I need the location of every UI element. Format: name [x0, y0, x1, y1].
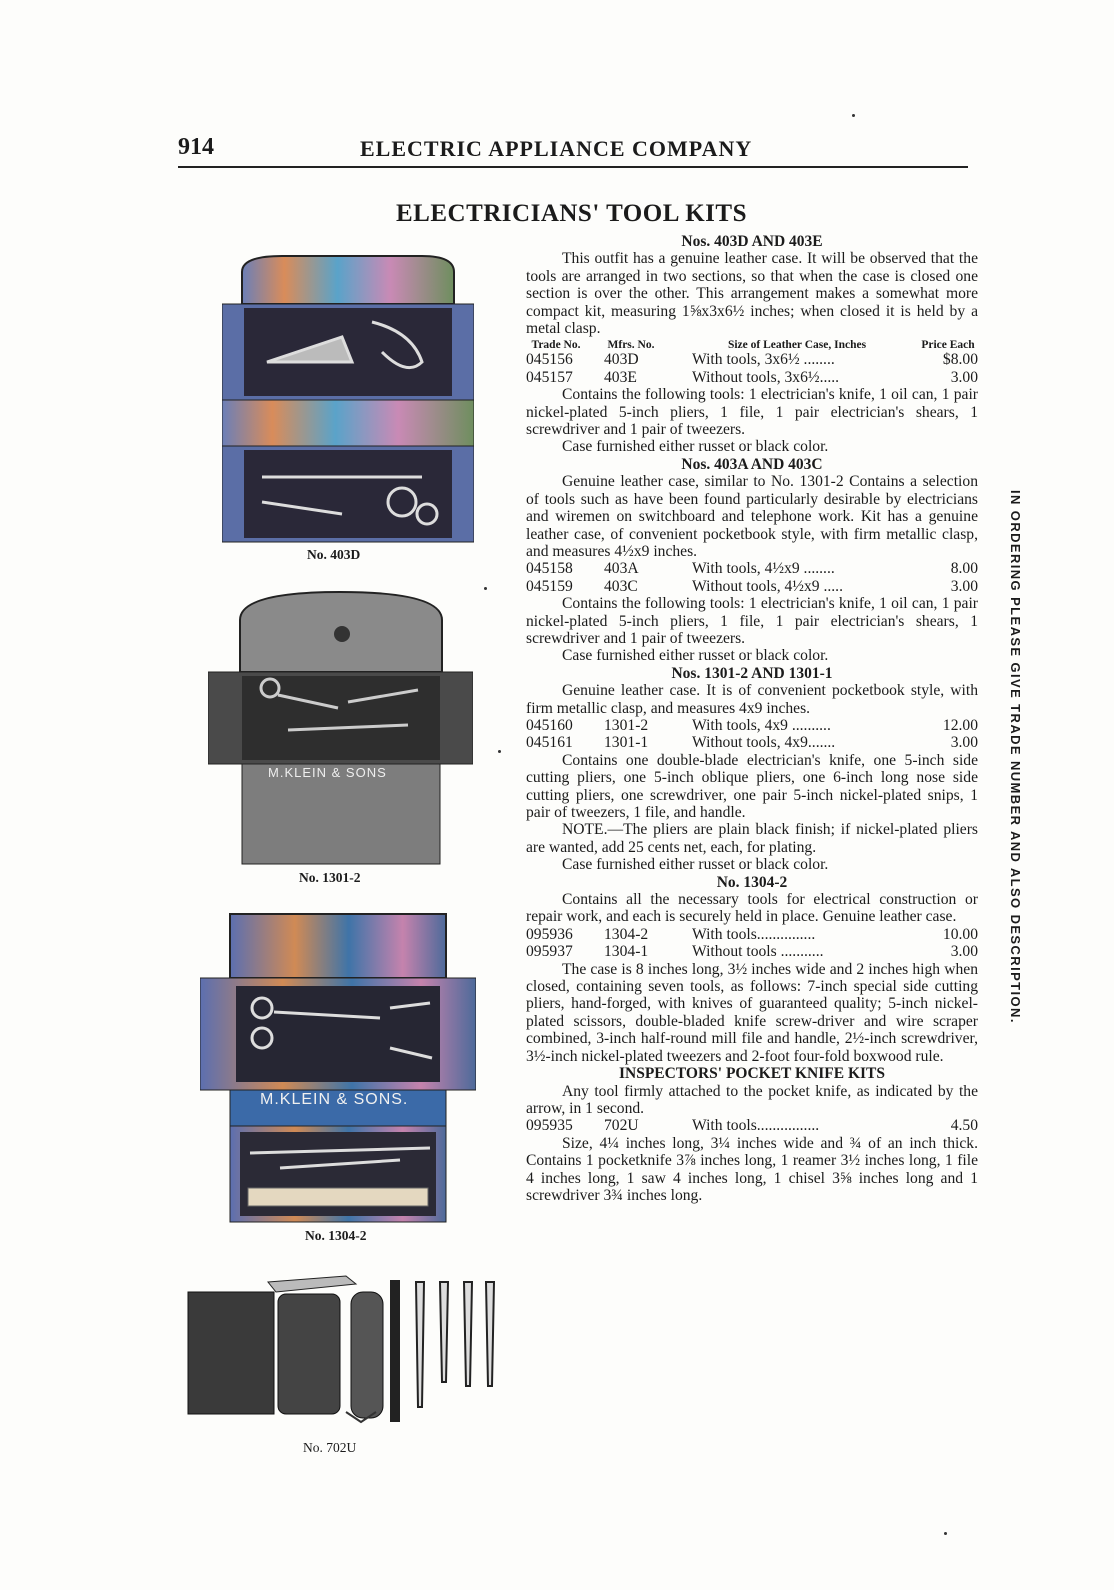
trade-no: 045161: [526, 734, 573, 752]
section-intro: Genuine leather case, similar to No. 1301-2 Contains a selection of tools such as have been found particularly desirable by electricians and wiremen on switchboard and telephone work. Kit has a genuine leather case, of convenient pocketbook style, with firm metallic clasp, and measures 4½x9 inches.: [526, 473, 978, 560]
size-desc: With tools, 4½x9 ........: [692, 560, 835, 578]
mfrs-no: 403E: [604, 368, 637, 386]
price: 3.00: [950, 368, 978, 386]
figure-1301-2: [208, 590, 473, 865]
table-row: [526, 578, 978, 595]
caption-403d: No. 403D: [307, 547, 361, 562]
size-desc: With tools, 4x9 ..........: [692, 716, 831, 734]
section-note: NOTE.—The pliers are plain black finish; if nickel-plated pliers are wanted, add 25 cents net, each, for plating.: [526, 821, 978, 856]
mfrs-no: 403A: [604, 560, 639, 578]
trade-no: 045160: [526, 716, 573, 734]
caption-1304-2: No. 1304-2: [305, 1228, 367, 1243]
section-contents: Contains one double-blade electrician's knife, one 5-inch side cutting pliers, one 5-inch oblique pliers, one 6-inch long nose side cutting pliers, one screwdriver, one pair 5-inch nickel-plated snips, 1 pair of tweezers, 1 file, and handle.: [526, 751, 978, 821]
speck: [498, 750, 501, 753]
section-heading: Nos. 1301-2 AND 1301-1: [671, 664, 833, 682]
section-heading: INSPECTORS' POCKET KNIFE KITS: [618, 1065, 885, 1083]
speck: [944, 1532, 947, 1535]
section-contents: Contains the following tools: 1 electrician's knife, 1 oil can, 1 pair nickel-plated 5-inch pliers, 1 file, 1 pair electrician's shears, 1 screwdriver and 1 pair of tweezers.: [526, 595, 978, 647]
section-contents: Contains the following tools: 1 electrician's knife, 1 oil can, 1 pair nickel-plated 5-inch pliers, 1 file, 1 pair electrician's shears, 1 screwdriver and 1 pair of tweezers.: [526, 386, 978, 439]
section-heading: Nos. 403A AND 403C: [681, 455, 823, 473]
ordering-note-text: IN ORDERING PLEASE GIVE TRADE NUMBER AND ALSO DESCRIPTION.: [1008, 490, 1023, 1024]
speck: [484, 587, 487, 590]
pocket-knife-kit-illustration: [186, 1262, 498, 1434]
caption-702u: No. 702U: [303, 1440, 357, 1455]
trade-no: 045157: [526, 368, 573, 386]
table-row: [526, 1117, 978, 1134]
mfrs-no: 1304-2: [604, 925, 649, 943]
section-heading: Nos. 403D AND 403E: [681, 233, 823, 250]
price: 3.00: [950, 734, 978, 752]
size-desc: With tools................: [692, 1117, 820, 1135]
section-heading: No. 1304-2: [716, 873, 788, 891]
table-row: [526, 351, 978, 368]
table-row: [526, 369, 978, 386]
table-row: [526, 717, 978, 734]
table-row: [526, 943, 978, 960]
page-title: ELECTRICIANS' TOOL KITS: [396, 200, 747, 227]
figure-403d: [222, 252, 474, 547]
section-color-note: Case furnished either russet or black color.: [562, 647, 829, 665]
section-intro: Any tool firmly attached to the pocket knife, as indicated by the arrow, in 1 second.: [526, 1082, 978, 1117]
speck: [852, 114, 855, 117]
price: 4.50: [950, 1117, 978, 1135]
price: 3.00: [950, 577, 978, 595]
mfrs-no: 1304-1: [604, 943, 649, 961]
mfrs-no: 403C: [604, 577, 638, 595]
section-contents: The case is 8 inches long, 3½ inches wide and 2 inches high when closed, containing seven tools, as follows: 7-inch special side cutting pliers, hand-forged, with knives of guaranteed quality; 5-inch nickel-plated scissors, double-bladed knife screw-driver and wire scraper combined, 3-inch half-round mill file and handle, 2½-inch screwdriver, 3½-inch nickel-plated tweezers and 2-foot four-fold boxwood rule.: [526, 960, 978, 1065]
size-desc: With tools...............: [692, 925, 816, 943]
price: 10.00: [942, 925, 978, 943]
figure-702u: [186, 1262, 498, 1434]
page-number: 914: [178, 134, 214, 160]
price: 12.00: [942, 716, 978, 734]
price: $8.00: [942, 351, 978, 369]
price: 8.00: [950, 560, 978, 578]
price: 3.00: [950, 943, 978, 961]
section-contents: Size, 4¼ inches long, 3¼ inches wide and ¾ of an inch thick. Contains 1 pocketknife 3⅞ inches long, 1 reamer 3½ inches long, 1 file 4 inches long, 1 saw 4 inches long, 1 chisel 3⅝ inches long and 1 screwdriver 3¾ inches long.: [526, 1134, 978, 1204]
table-row: [526, 734, 978, 751]
caption-1301-2: No. 1301-2: [299, 870, 361, 885]
tool-kit-1301-2-illustration: [208, 590, 473, 865]
mfrs-no: 702U: [604, 1117, 639, 1135]
case-label: M.KLEIN & SONS.: [260, 1091, 409, 1108]
section-intro: Genuine leather case. It is of convenient pocketbook style, with firm metallic clasp, and measures 4x9 inches.: [526, 682, 978, 717]
product-descriptions: [526, 233, 978, 1204]
trade-no: 045159: [526, 577, 573, 595]
tool-kit-1304-2-illustration: [200, 908, 476, 1228]
section-color-note: Case furnished either russet or black color.: [562, 438, 829, 456]
size-desc: Without tools, 3x6½.....: [692, 368, 840, 386]
tool-kit-403d-illustration: [222, 252, 474, 547]
mfrs-no: 403D: [604, 351, 639, 369]
ordering-note: [1000, 490, 1030, 1150]
table-row: [526, 560, 978, 577]
table-header: [526, 339, 978, 351]
mfrs-no: 1301-1: [604, 734, 649, 752]
table-row: [526, 926, 978, 943]
trade-no: 045158: [526, 560, 573, 578]
trade-no: 045156: [526, 351, 573, 369]
section-intro: This outfit has a genuine leather case. It will be observed that the tools are arranged in two sections, so that when the case is closed one section is over the other. This arrangement makes a somewhat more compact kit, measuring 1⅝x3x6½ inches; when closed it is held by a metal clasp.: [526, 250, 978, 338]
col-mfrs: Mfrs. No.: [607, 339, 655, 352]
figure-1304-2: [200, 908, 476, 1228]
size-desc: With tools, 3x6½ ........: [692, 351, 835, 369]
size-desc: Without tools, 4½x9 .....: [692, 577, 843, 595]
trade-no: 095935: [526, 1117, 573, 1135]
case-label: M.KLEIN & SONS: [268, 765, 387, 780]
col-size: Size of Leather Case, Inches: [727, 339, 867, 352]
header-rule: [178, 166, 968, 168]
col-trade: Trade No.: [531, 339, 581, 352]
trade-no: 095936: [526, 925, 573, 943]
col-price: Price Each: [921, 339, 975, 352]
size-desc: Without tools, 4x9.......: [692, 734, 836, 752]
trade-no: 095937: [526, 943, 573, 961]
section-intro: Contains all the necessary tools for electrical construction or repair work, and each is securely held in place. Genuine leather case.: [526, 891, 978, 926]
company-header: ELECTRIC APPLIANCE COMPANY: [360, 136, 753, 161]
section-color-note: Case furnished either russet or black color.: [562, 856, 829, 874]
size-desc: Without tools ...........: [692, 943, 824, 961]
mfrs-no: 1301-2: [604, 716, 649, 734]
